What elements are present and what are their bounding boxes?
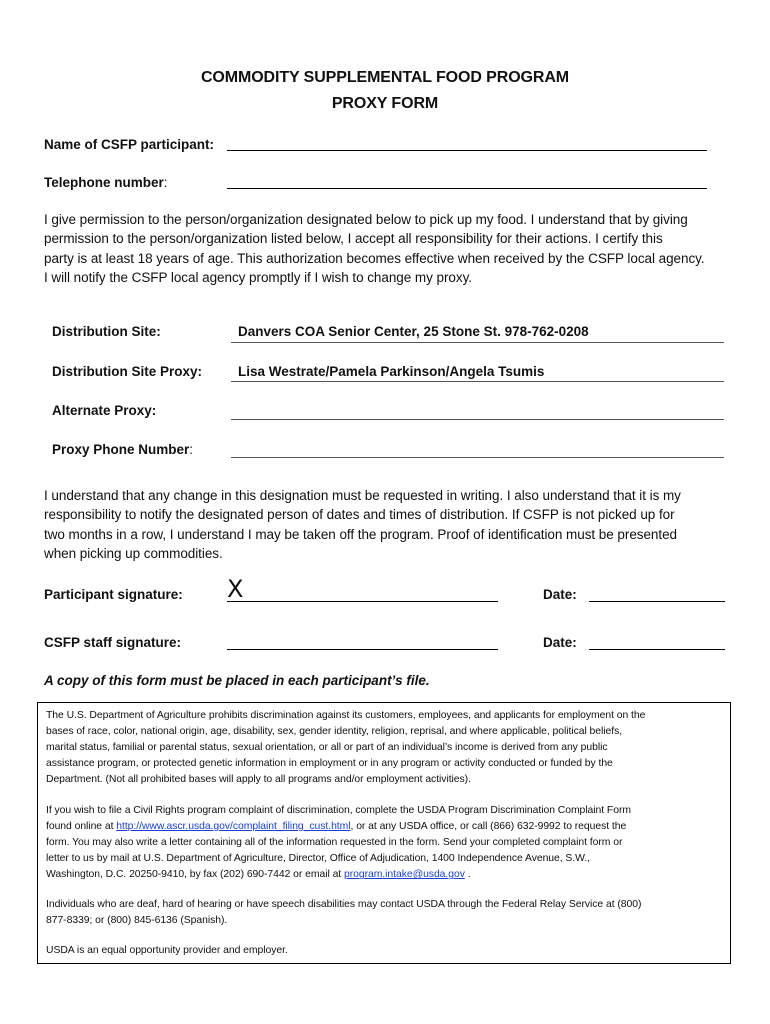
disclaimer-text: .: [467, 869, 471, 881]
participant-name-label: Name of CSFP participant:: [44, 137, 215, 152]
understand-paragraph: [44, 486, 734, 563]
proxy-phone-field[interactable]: [231, 457, 724, 458]
form-subtitle: PROXY FORM: [331, 95, 439, 112]
distribution-site-label: Distribution Site:: [52, 324, 161, 339]
staff-signature-label: CSFP staff signature:: [44, 635, 182, 650]
distribution-site-proxy-label: Distribution Site Proxy:: [52, 364, 203, 379]
distribution-site-value: Danvers COA Senior Center, 25 Stone St. 978-762-0208: [238, 324, 589, 339]
disclaimer-paragraph-3: [46, 897, 726, 929]
alternate-proxy-field[interactable]: [231, 419, 724, 420]
staff-signature-field[interactable]: [227, 649, 498, 650]
understand-line: I understand that any change in this designation must be requested in writing. I also understand that it is my: [44, 488, 681, 503]
understand-line: two months in a row, I understand I may be taken off the program. Proof of identification must be presented: [44, 526, 678, 542]
understand-line: responsibility to notify the designated person of dates and times of distribution. If CSFP is not picked up for: [44, 507, 675, 523]
disclaimer-paragraph-4: USDA is an equal opportunity provider and employer.: [46, 945, 288, 956]
disclaimer-line: [46, 867, 726, 883]
permission-line: party is at least 18 years of age. This authorization becomes effective when received by the CSFP local agency.: [44, 250, 705, 266]
signature-x-mark: X: [227, 575, 244, 603]
proxy-phone-label-text: Proxy Phone Number: [52, 442, 190, 457]
disclaimer-line: Individuals who are deaf, hard of hearing or have speech disabilities may contact USDA through the Federal Relay Service at (800): [46, 899, 642, 910]
disclaimer-paragraph-2: [46, 803, 726, 883]
alternate-proxy-label: Alternate Proxy:: [52, 403, 157, 418]
staff-date-label: Date:: [543, 635, 577, 650]
distribution-site-proxy-field[interactable]: [231, 381, 724, 382]
proxy-phone-label-colon: :: [189, 442, 194, 457]
disclaimer-line: The U.S. Department of Agriculture prohibits discrimination against its customers, employees, and applicants for employment on the: [46, 710, 646, 721]
participant-date-label: Date:: [543, 587, 577, 602]
permission-paragraph: [44, 210, 734, 287]
telephone-label-colon: :: [163, 175, 168, 190]
telephone-label-text: Telephone number: [44, 175, 164, 190]
participant-signature-label: Participant signature:: [44, 587, 183, 602]
copy-note: A copy of this form must be placed in each participant’s file.: [44, 673, 430, 688]
understand-line: when picking up commodities.: [44, 545, 223, 561]
disclaimer-line: 877-8339; or (800) 845-6136 (Spanish).: [46, 915, 228, 927]
disclaimer-paragraph-1: [46, 708, 726, 788]
proxy-phone-label: [52, 441, 193, 459]
distribution-site-proxy-value: Lisa Westrate/Pamela Parkinson/Angela Tsumis: [238, 364, 545, 379]
disclaimer-line: assistance program, or protected genetic information in employment or in any program or activity conducted or funded by the: [46, 758, 613, 770]
disclaimer-line: Department. (Not all prohibited bases will apply to all programs and/or employment activities).: [46, 774, 471, 786]
complaint-form-link[interactable]: http://www.ascr.usda.gov/complaint_filing_cust.html: [116, 821, 351, 833]
nondiscrimination-box: [37, 702, 731, 964]
disclaimer-line: letter to us by mail at U.S. Department of Agriculture, Director, Office of Adjudication, 1400 Independence Avenue, S.W.,: [46, 853, 590, 865]
disclaimer-line: If you wish to file a Civil Rights program complaint of discrimination, complete the USDA Program Discrimination Complaint Form: [46, 805, 631, 816]
participant-name-field[interactable]: [227, 150, 707, 151]
disclaimer-line: bases of race, color, national origin, age, disability, sex, gender identity, religion, reprisal, and where applicable, political beliefs,: [46, 726, 623, 738]
permission-line: permission to the person/organization listed below, I accept all responsibility for their actions. I certify this: [44, 231, 663, 247]
participant-date-field[interactable]: [589, 601, 725, 602]
disclaimer-line: form. You may also write a letter containing all of the information requested in the form. Send your completed complaint form or: [46, 837, 623, 849]
telephone-field[interactable]: [227, 188, 707, 189]
program-intake-email-link[interactable]: program.intake@usda.gov: [343, 869, 465, 881]
form-title: COMMODITY SUPPLEMENTAL FOOD PROGRAM: [200, 69, 570, 86]
disclaimer-line: marital status, familial or parental status, sexual orientation, or all or part of an individual’s income is derived from any public: [46, 742, 608, 754]
disclaimer-text: found online at: [46, 821, 117, 833]
participant-signature-field[interactable]: [227, 601, 498, 602]
telephone-label: [44, 174, 168, 192]
disclaimer-line: [46, 819, 726, 835]
distribution-site-field[interactable]: [231, 342, 724, 343]
staff-date-field[interactable]: [589, 649, 725, 650]
disclaimer-text: , or at any USDA office, or call (866) 632-9992 to request the: [350, 821, 627, 833]
disclaimer-text: Washington, D.C. 20250-9410, by fax (202) 690-7442 or email at: [46, 869, 344, 881]
permission-line: I give permission to the person/organization designated below to pick up my food. I understand that by giving: [44, 212, 688, 227]
permission-line: I will notify the CSFP local agency promptly if I wish to change my proxy.: [44, 269, 472, 285]
